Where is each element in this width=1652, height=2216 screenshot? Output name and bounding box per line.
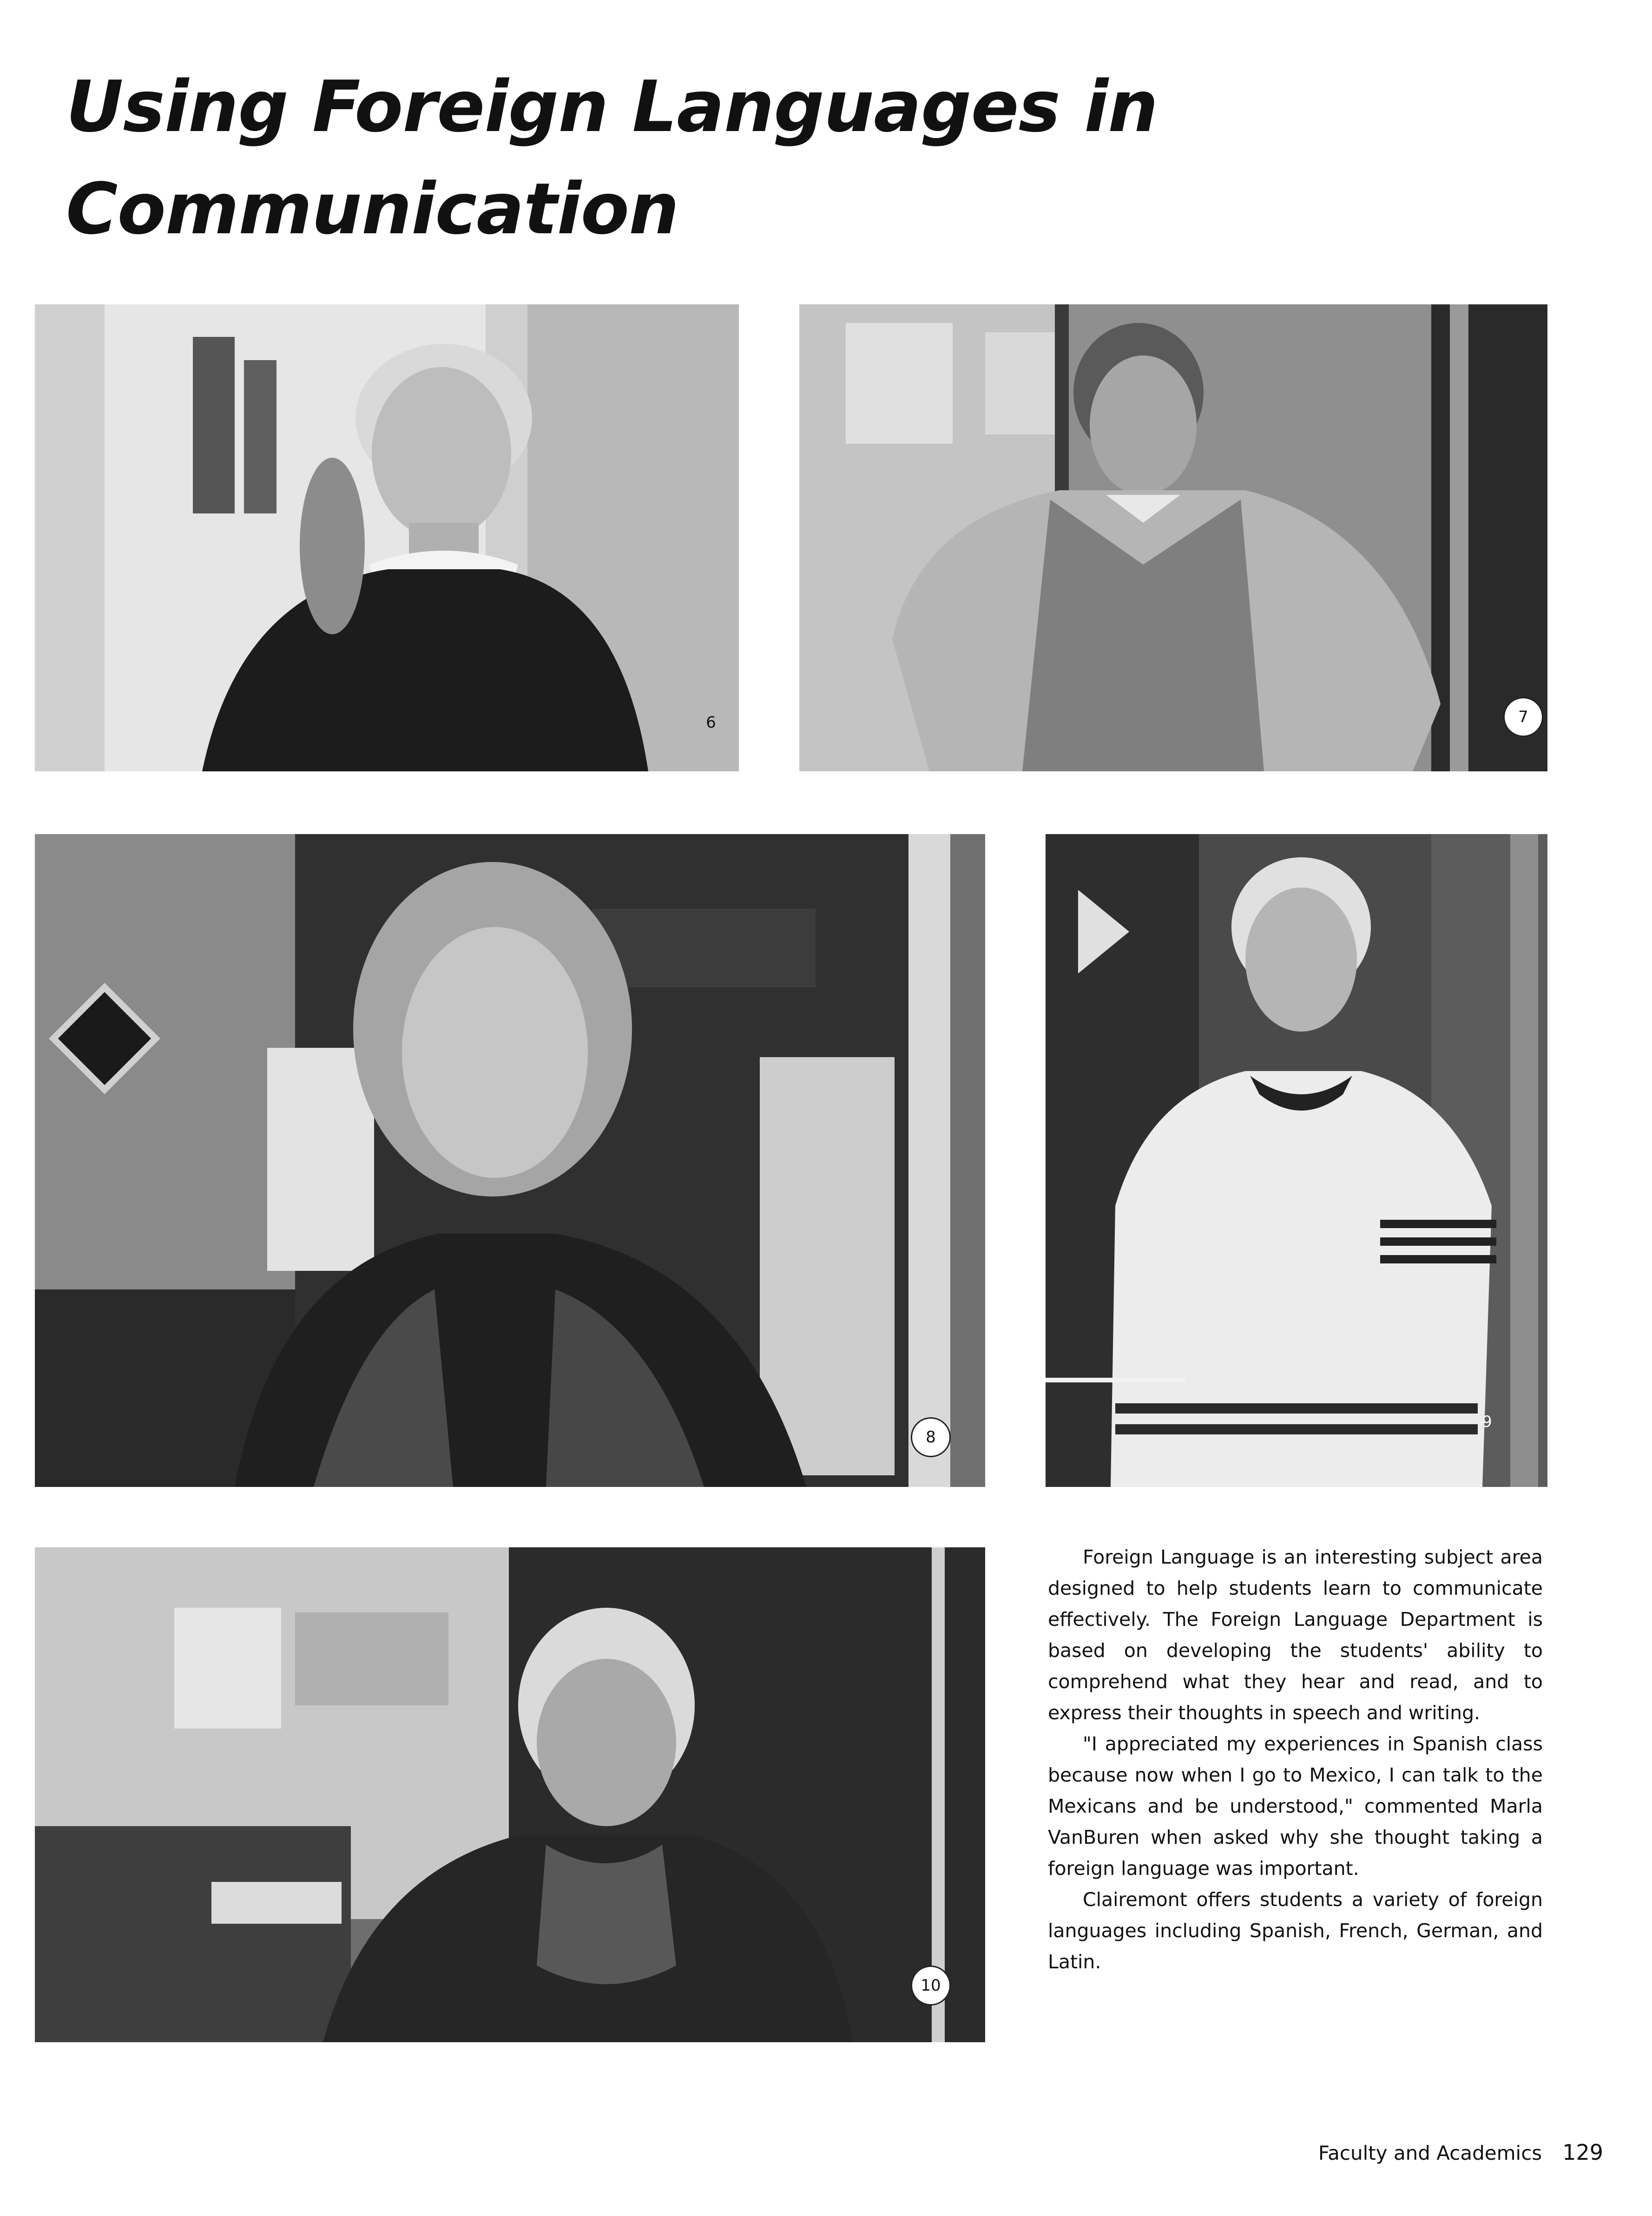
article-text [1048, 1542, 1543, 1978]
photo-6-image [35, 304, 739, 771]
photo-6-number: 6 [706, 713, 716, 732]
photo-10-number: 10 [911, 1966, 951, 2006]
page-footer [1318, 2140, 1603, 2165]
page-title-line-1: Using Foreign Languages in [66, 66, 1158, 148]
photo-8 [35, 834, 985, 1487]
photo-8-image [35, 834, 985, 1487]
photo-10 [35, 1547, 985, 2042]
photo-9-image [1046, 834, 1547, 1487]
article-paragraph: Foreign Language is an interesting subject area designed to help students learn to communicate effectively. The Foreign Language Department is based on developing the students' ability to comprehend what they hear and read, and to express their thoughts in speech and writing. [1048, 1546, 1543, 1724]
page-title [66, 56, 1414, 260]
article-paragraph: "I appreciated my experiences in Spanish class because now when I go to Mexico, I can talk to the Mexicans and be understood," commented Marla VanBuren when asked why she thought taking a foreign language was important. [1048, 1733, 1543, 1880]
article-paragraph: Clairemont offers students a variety of foreign languages including Spanish, French, German, and Latin. [1048, 1888, 1543, 1973]
photo-6 [35, 304, 739, 771]
page-title-line-2: Communication [66, 168, 679, 250]
page-number: 129 [1562, 2140, 1603, 2165]
photo-8-number: 8 [911, 1417, 951, 1457]
footer-section-name: Faculty and Academics [1318, 2142, 1542, 2164]
photo-9 [1046, 834, 1547, 1487]
photo-7-number: 7 [1503, 697, 1543, 737]
photo-10-image [35, 1547, 985, 2042]
photo-7 [799, 304, 1547, 771]
photo-7-image [799, 304, 1547, 771]
photo-9-number: 9 [1482, 1413, 1492, 1431]
